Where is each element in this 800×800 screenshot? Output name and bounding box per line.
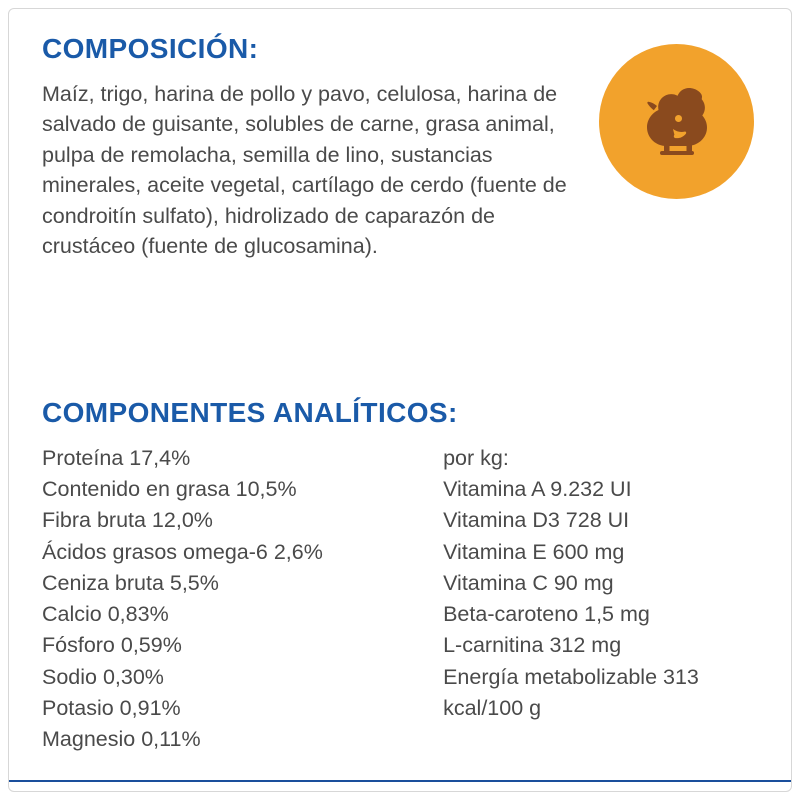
bottom-accent-rule xyxy=(9,780,791,782)
analytics-left-item: Fibra bruta 12,0% xyxy=(42,508,213,533)
composition-text: Maíz, trigo, harina de pollo y pavo, celulosa, harina de salvado de guisante, solubles de carne, grasa animal, pulpa de remolacha, semilla de lino, sustancias minerales, aceite vegetal, cartílago de cerdo (fuente de condroitín sulfato), hidrolizado de caparazón de crustáceo (fuente de glucosamina). xyxy=(42,81,567,259)
analytics-left-item: Ácidos grasos omega-6 2,6% xyxy=(42,539,323,564)
composition-title: COMPOSICIÓN: xyxy=(42,33,259,64)
analytics-left-item: Fósforo 0,59% xyxy=(42,633,182,658)
analytics-left-item: Calcio 0,83% xyxy=(42,602,169,627)
chicken-icon xyxy=(627,72,727,172)
analytics-right-item: L-carnitina 312 mg xyxy=(443,633,622,658)
analytics-left-item: Contenido en grasa 10,5% xyxy=(42,477,297,502)
analytics-left-item: Potasio 0,91% xyxy=(42,696,181,721)
analytics-right-item: Vitamina E 600 mg xyxy=(443,539,625,564)
analytics-title: COMPONENTES ANALÍTICOS: xyxy=(42,397,458,428)
analytic-section xyxy=(42,398,760,756)
analytics-left-item: Sodio 0,30% xyxy=(42,664,164,689)
analytics-right-column xyxy=(443,443,760,756)
composition-block xyxy=(42,34,582,262)
analytics-right-item: Vitamina A 9.232 UI xyxy=(443,477,632,502)
analytics-right-item: Beta-caroteno 1,5 mg xyxy=(443,602,650,627)
analytics-right-item: Vitamina D3 728 UI xyxy=(443,508,630,533)
chicken-badge xyxy=(599,44,754,199)
analytics-right-item: Energía metabolizable 313 kcal/100 g xyxy=(443,664,699,721)
analytics-left-item: Proteína 17,4% xyxy=(42,445,191,470)
analytics-right-item: por kg: xyxy=(443,445,509,470)
analytics-left-column xyxy=(42,443,443,756)
analytics-left-item: Magnesio 0,11% xyxy=(42,727,201,752)
analytics-left-item: Ceniza bruta 5,5% xyxy=(42,570,219,595)
analytics-columns xyxy=(42,443,760,756)
analytics-right-item: Vitamina C 90 mg xyxy=(443,570,614,595)
